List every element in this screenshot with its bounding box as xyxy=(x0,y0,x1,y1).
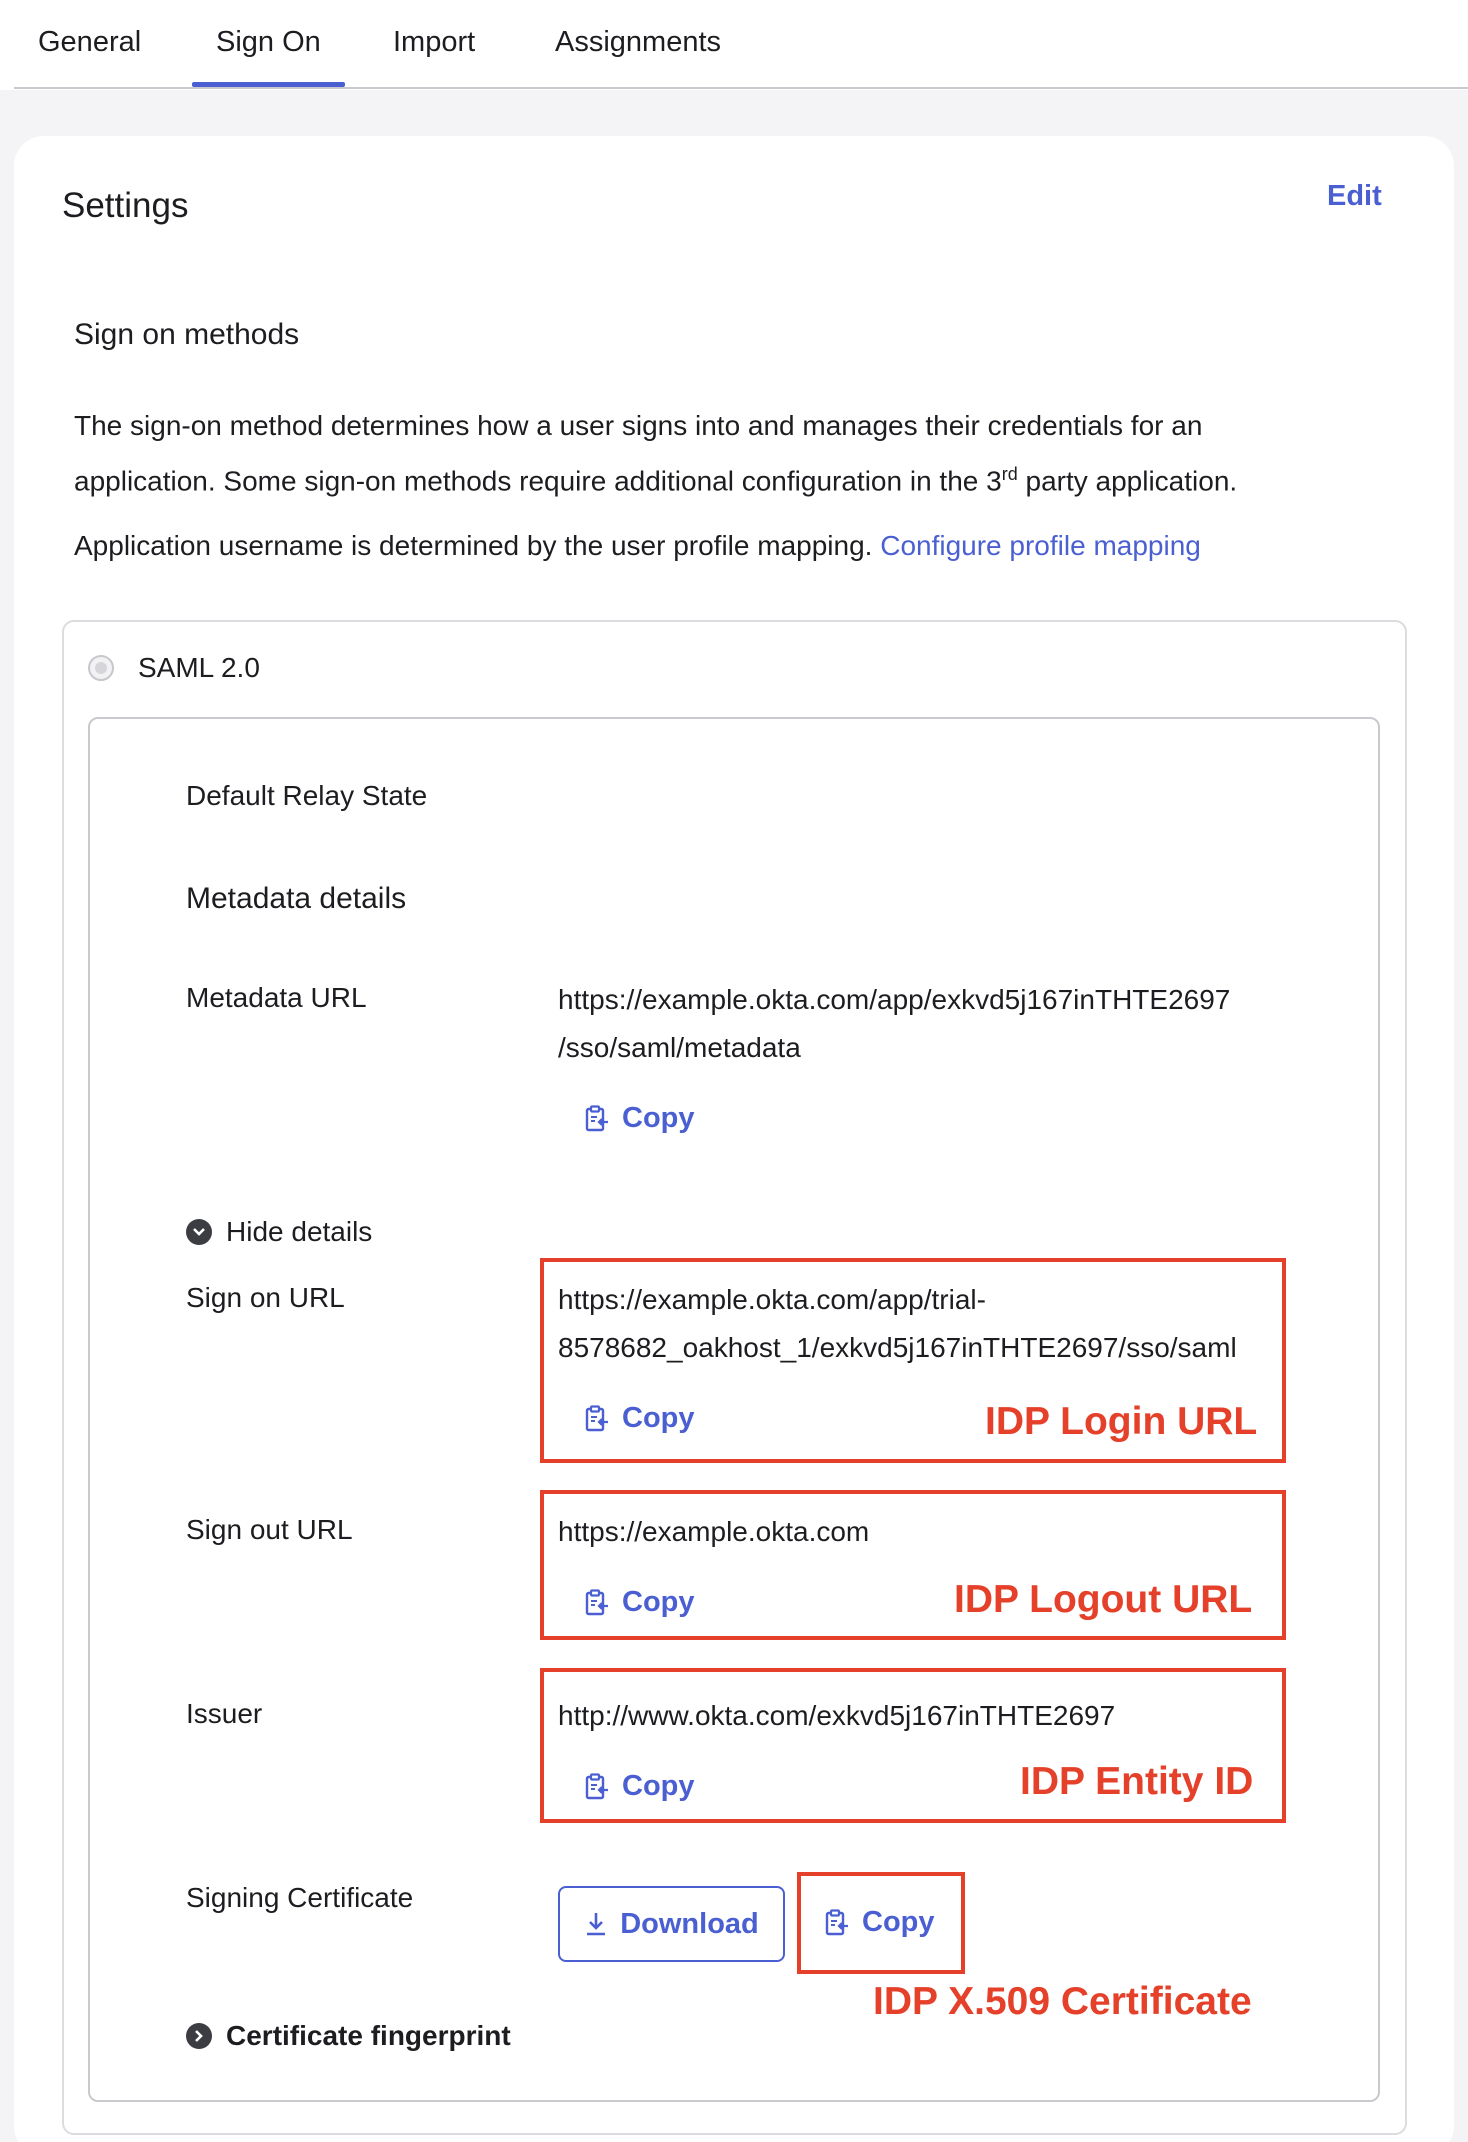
tab-general[interactable]: General xyxy=(38,26,142,58)
download-certificate-button[interactable]: Download xyxy=(558,1886,785,1962)
chevron-down-circle-icon xyxy=(186,1219,212,1245)
sign-on-url-value: https://example.okta.com/app/trial- 8578682_oakhost_1/exkvd5j167inTHTE2697/sso/saml xyxy=(558,1284,1237,1363)
issuer-copy-button[interactable]: Copy xyxy=(584,1770,695,1803)
metadata-details-heading: Metadata details xyxy=(186,882,407,915)
tab-sign-on[interactable]: Sign On xyxy=(216,26,321,58)
chevron-right-circle-icon xyxy=(186,2023,212,2049)
tab-bar xyxy=(0,0,1468,90)
username-mapping-text: Application username is determined by the user profile mapping. Configure profile mapping xyxy=(74,530,1201,561)
sign-out-url-value: https://example.okta.com xyxy=(558,1516,870,1547)
metadata-url-value: https://example.okta.com/app/exkvd5j167inTHTE2697 /sso/saml/metadata xyxy=(558,984,1231,1063)
metadata-url-label: Metadata URL xyxy=(186,982,367,1013)
description-line-1: The sign-on method determines how a user signs into and manages their credentials for an xyxy=(74,410,1203,441)
idp-entity-id-annotation: IDP Entity ID xyxy=(1020,1760,1254,1803)
download-icon xyxy=(584,1911,608,1937)
clipboard-copy-icon xyxy=(584,1589,610,1617)
sign-on-url-label: Sign on URL xyxy=(186,1282,345,1313)
idp-certificate-annotation: IDP X.509 Certificate xyxy=(873,1980,1252,2023)
clipboard-copy-icon xyxy=(824,1909,850,1937)
tab-assignments[interactable]: Assignments xyxy=(555,26,722,58)
certificate-fingerprint-toggle[interactable]: Certificate fingerprint xyxy=(186,2020,511,2052)
tab-divider xyxy=(14,87,1468,89)
issuer-label: Issuer xyxy=(186,1698,263,1729)
sign-on-methods-heading: Sign on methods xyxy=(74,318,300,351)
default-relay-state-label: Default Relay State xyxy=(186,780,428,811)
edit-button[interactable]: Edit xyxy=(1327,180,1382,212)
sign-out-url-copy-button[interactable]: Copy xyxy=(584,1586,695,1619)
idp-login-url-annotation: IDP Login URL xyxy=(985,1400,1258,1443)
tab-import[interactable]: Import xyxy=(393,26,476,58)
clipboard-copy-icon xyxy=(584,1105,610,1133)
saml-method-label: SAML 2.0 xyxy=(138,652,260,683)
saml-radio[interactable] xyxy=(88,655,114,681)
metadata-url-copy-button[interactable]: Copy xyxy=(584,1102,695,1135)
issuer-value: http://www.okta.com/exkvd5j167inTHTE2697 xyxy=(558,1700,1116,1731)
certificate-copy-button[interactable]: Copy xyxy=(824,1906,935,1939)
clipboard-copy-icon xyxy=(584,1405,610,1433)
settings-title: Settings xyxy=(62,186,189,225)
hide-details-toggle[interactable]: Hide details xyxy=(186,1216,372,1248)
sign-out-url-label: Sign out URL xyxy=(186,1514,353,1545)
description-line-2: application. Some sign-on methods require additional configuration in the 3rd party application. xyxy=(74,464,1238,497)
idp-logout-url-annotation: IDP Logout URL xyxy=(954,1578,1253,1621)
sign-on-url-copy-button[interactable]: Copy xyxy=(584,1402,695,1435)
configure-profile-mapping-link[interactable]: Configure profile mapping xyxy=(880,530,1201,561)
signing-certificate-label: Signing Certificate xyxy=(186,1882,414,1913)
clipboard-copy-icon xyxy=(584,1773,610,1801)
